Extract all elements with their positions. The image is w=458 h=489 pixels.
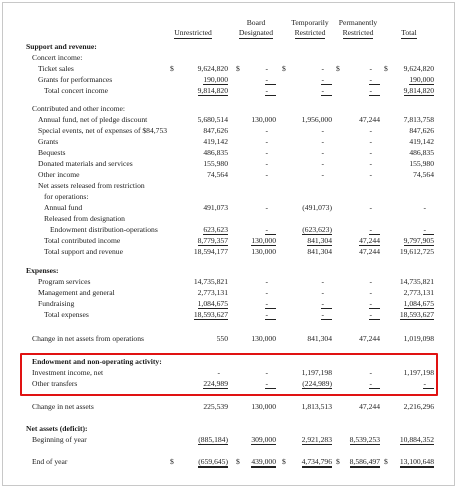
- table-row: [0, 446, 458, 456]
- table-cell: 1,084,675: [403, 299, 434, 308]
- row-label: Change in net assets from operations: [32, 334, 144, 343]
- table-cell: 1,956,000: [301, 115, 332, 124]
- currency-symbol: $: [170, 64, 174, 73]
- table-cell: 190,000: [409, 75, 434, 84]
- row-label: Grants for performances: [38, 75, 113, 84]
- row-label: Total support and revenue: [44, 247, 123, 256]
- row-label: Concert income:: [32, 53, 83, 62]
- table-cell: -: [265, 148, 268, 157]
- table-cell: 74,564: [207, 170, 228, 179]
- table-cell: 841,304: [307, 236, 332, 245]
- table-row: [0, 86, 458, 96]
- row-label: Other transfers: [32, 379, 78, 388]
- table-cell: 4,734,796 $: [282, 457, 332, 466]
- table-row: [0, 53, 458, 63]
- row-label: Grants: [38, 137, 59, 146]
- table-cell: 130,000: [251, 115, 276, 124]
- table-cell: -: [321, 159, 324, 168]
- table-cell: 5,680,514: [197, 115, 228, 124]
- currency-symbol: $: [170, 457, 174, 466]
- table-cell: -: [336, 86, 380, 96]
- table-cell: -: [384, 225, 434, 235]
- table-cell: 47,244: [359, 334, 380, 343]
- table-cell: -: [384, 379, 434, 389]
- table-cell: - $: [282, 64, 324, 73]
- table-row: [0, 42, 458, 52]
- table-row: [0, 247, 458, 257]
- table-cell: 18,593,627: [399, 310, 434, 319]
- table-cell: -: [336, 310, 380, 320]
- currency-symbol: $: [384, 457, 388, 466]
- table-cell: 130,000: [251, 402, 276, 411]
- table-cell: 19,612,725: [399, 247, 434, 256]
- table-cell: 74,564: [413, 170, 434, 179]
- table-row: [0, 126, 458, 136]
- table-cell: 9,797,905: [403, 236, 434, 245]
- table-cell: -: [265, 170, 268, 179]
- table-cell: (623,623): [302, 225, 332, 234]
- table-cell: -: [369, 137, 372, 146]
- table-cell: -: [336, 225, 380, 235]
- currency-symbol: $: [282, 64, 286, 73]
- table-cell: -: [423, 203, 426, 212]
- row-label: Total expenses: [44, 310, 89, 319]
- table-cell: 841,304: [307, 247, 332, 256]
- table-cell: -: [336, 299, 380, 309]
- table-cell: -: [321, 148, 324, 157]
- highlight-box: [20, 353, 438, 396]
- section-heading: Net assets (deficit):: [26, 424, 88, 433]
- table-cell: 8,539,253: [349, 435, 380, 444]
- section-heading: Expenses:: [26, 266, 59, 275]
- header-temporarily-restricted: Temporarily Restricted: [291, 18, 329, 37]
- currency-symbol: $: [282, 457, 286, 466]
- table-cell: - $: [336, 64, 372, 73]
- table-row: [0, 299, 458, 309]
- header-board-designated: Board Designated: [238, 18, 274, 37]
- table-cell: 550: [216, 334, 228, 343]
- currency-symbol: $: [336, 457, 340, 466]
- row-label: Annual fund: [44, 203, 83, 212]
- table-cell: (885,184): [198, 435, 228, 444]
- table-cell: -: [369, 148, 372, 157]
- table-cell: 1,197,198: [403, 368, 434, 377]
- table-cell: 841,304: [307, 334, 332, 343]
- table-cell: (491,073): [302, 203, 332, 212]
- table-cell: 9,814,820: [403, 86, 434, 95]
- table-row: [0, 310, 458, 320]
- table-cell: -: [369, 203, 372, 212]
- row-label: Management and general: [38, 288, 115, 297]
- table-row: [0, 236, 458, 246]
- table-cell: -: [321, 277, 324, 286]
- table-cell: 47,244: [359, 236, 380, 245]
- header-total: Total: [401, 28, 417, 37]
- table-cell: -: [321, 126, 324, 135]
- table-cell: -: [336, 75, 380, 85]
- table-row: [0, 64, 458, 74]
- table-cell: 10,884,352: [399, 435, 434, 444]
- row-label: Change in net assets: [32, 402, 94, 411]
- table-cell: -: [217, 368, 220, 377]
- table-row: [0, 435, 458, 445]
- table-row: [0, 170, 458, 180]
- table-cell: -: [236, 299, 276, 309]
- table-cell: -: [369, 126, 372, 135]
- table-row: [0, 104, 458, 114]
- table-row: [0, 192, 458, 202]
- table-cell: 130,000: [251, 334, 276, 343]
- row-label: Investment income, net: [32, 368, 104, 377]
- table-cell: 18,593,627: [193, 310, 228, 319]
- table-cell: 1,084,675: [197, 299, 228, 308]
- table-row: [0, 148, 458, 158]
- table-cell: -: [265, 368, 268, 377]
- table-cell: 9,624,820 $: [170, 64, 228, 73]
- table-cell: -: [236, 86, 276, 96]
- table-cell: -: [369, 159, 372, 168]
- table-row: [0, 203, 458, 213]
- table-cell: 225,539: [203, 402, 228, 411]
- row-label: Net assets released from restriction: [38, 181, 145, 190]
- table-cell: 847,626: [203, 126, 228, 135]
- table-cell: -: [236, 225, 276, 235]
- table-cell: -: [236, 379, 276, 389]
- table-cell: 2,773,131: [197, 288, 228, 297]
- table-row: [0, 225, 458, 235]
- header-unrestricted: Unrestricted: [174, 28, 212, 37]
- currency-symbol: $: [236, 457, 240, 466]
- row-label: Contributed and other income:: [32, 104, 126, 113]
- table-cell: 486,835: [203, 148, 228, 157]
- row-label: Program services: [38, 277, 91, 286]
- table-cell: (659,645) $: [170, 457, 228, 466]
- table-cell: -: [321, 137, 324, 146]
- table-row: [0, 413, 458, 423]
- table-cell: -: [369, 170, 372, 179]
- table-cell: 9,624,820 $: [384, 64, 434, 73]
- row-label: End of year: [32, 457, 68, 466]
- table-row: [0, 424, 458, 434]
- table-cell: -: [265, 288, 268, 297]
- table-row: [0, 457, 458, 467]
- table-cell: -: [321, 170, 324, 179]
- row-label: Ticket sales: [38, 64, 74, 73]
- table-cell: 224,989: [203, 379, 228, 388]
- table-cell: 439,000 $: [236, 457, 276, 466]
- table-cell: -: [236, 310, 276, 320]
- table-row: [0, 288, 458, 298]
- table-cell: 14,735,821: [193, 277, 228, 286]
- table-cell: -: [265, 203, 268, 212]
- table-cell: 491,073: [203, 203, 228, 212]
- row-label: Beginning of year: [32, 435, 87, 444]
- table-row: [0, 334, 458, 344]
- table-cell: 2,921,283: [301, 435, 332, 444]
- row-label: Released from designation: [44, 214, 125, 223]
- table-row: [0, 266, 458, 276]
- table-row: [0, 137, 458, 147]
- table-cell: 155,980: [409, 159, 434, 168]
- row-label: for operations:: [44, 192, 89, 201]
- table-cell: -: [336, 379, 380, 389]
- currency-symbol: $: [236, 64, 240, 73]
- row-label: Special events, net of expenses of $84,753: [38, 126, 168, 135]
- table-row: [0, 321, 458, 331]
- row-label: Other income: [38, 170, 80, 179]
- table-cell: -: [236, 75, 276, 85]
- row-label: Annual fund, net of pledge discount: [38, 115, 148, 124]
- table-cell: 9,814,820: [197, 86, 228, 95]
- table-cell: 2,773,131: [403, 288, 434, 297]
- table-cell: 623,623: [203, 225, 228, 234]
- table-cell: -: [282, 310, 332, 320]
- table-cell: 1,019,098: [403, 334, 434, 343]
- table-row: [0, 159, 458, 169]
- table-cell: -: [321, 288, 324, 297]
- table-cell: 13,100,648 $: [384, 457, 434, 466]
- table-row: [0, 75, 458, 85]
- table-cell: 47,244: [359, 247, 380, 256]
- table-cell: 8,586,497 $: [336, 457, 380, 466]
- table-cell: -: [265, 277, 268, 286]
- currency-symbol: $: [384, 64, 388, 73]
- table-row: [0, 181, 458, 191]
- table-cell: -: [369, 277, 372, 286]
- table-cell: -: [369, 368, 372, 377]
- table-cell: (224,989): [302, 379, 332, 388]
- table-row: [0, 115, 458, 125]
- table-cell: 419,142: [409, 137, 434, 146]
- section-heading: Support and revenue:: [26, 42, 97, 51]
- table-cell: -: [282, 86, 332, 96]
- table-cell: 7,813,758: [403, 115, 434, 124]
- table-cell: -: [282, 299, 332, 309]
- row-label: Bequests: [38, 148, 66, 157]
- table-cell: 1,197,198: [301, 368, 332, 377]
- table-cell: 130,000: [251, 236, 276, 245]
- table-cell: -: [265, 137, 268, 146]
- table-cell: - $: [236, 64, 268, 73]
- table-cell: 419,142: [203, 137, 228, 146]
- table-cell: 847,626: [409, 126, 434, 135]
- row-label: Endowment distribution-operations: [50, 225, 158, 234]
- table-cell: 486,835: [409, 148, 434, 157]
- table-cell: 18,594,177: [193, 247, 228, 256]
- table-cell: 190,000: [203, 75, 228, 84]
- row-label: Total concert income: [44, 86, 108, 95]
- row-label: Donated materials and services: [38, 159, 133, 168]
- table-row: [0, 214, 458, 224]
- currency-symbol: $: [336, 64, 340, 73]
- row-label: Fundraising: [38, 299, 75, 308]
- table-cell: -: [265, 159, 268, 168]
- table-cell: 47,244: [359, 115, 380, 124]
- table-cell: 155,980: [203, 159, 228, 168]
- table-cell: -: [265, 126, 268, 135]
- table-cell: 8,779,357: [197, 236, 228, 245]
- table-cell: 2,216,296: [403, 402, 434, 411]
- header-permanently-restricted: Permanently Restricted: [338, 18, 378, 37]
- table-cell: -: [369, 288, 372, 297]
- table-cell: 47,244: [359, 402, 380, 411]
- row-label: Total contributed income: [44, 236, 121, 245]
- table-cell: -: [282, 75, 332, 85]
- table-cell: 309,000: [251, 435, 276, 444]
- table-row: [0, 277, 458, 287]
- table-cell: 1,813,513: [301, 402, 332, 411]
- table-cell: 14,735,821: [399, 277, 434, 286]
- section-heading: Endowment and non-operating activity:: [32, 357, 162, 366]
- table-row: [0, 402, 458, 412]
- table-cell: 130,000: [251, 247, 276, 256]
